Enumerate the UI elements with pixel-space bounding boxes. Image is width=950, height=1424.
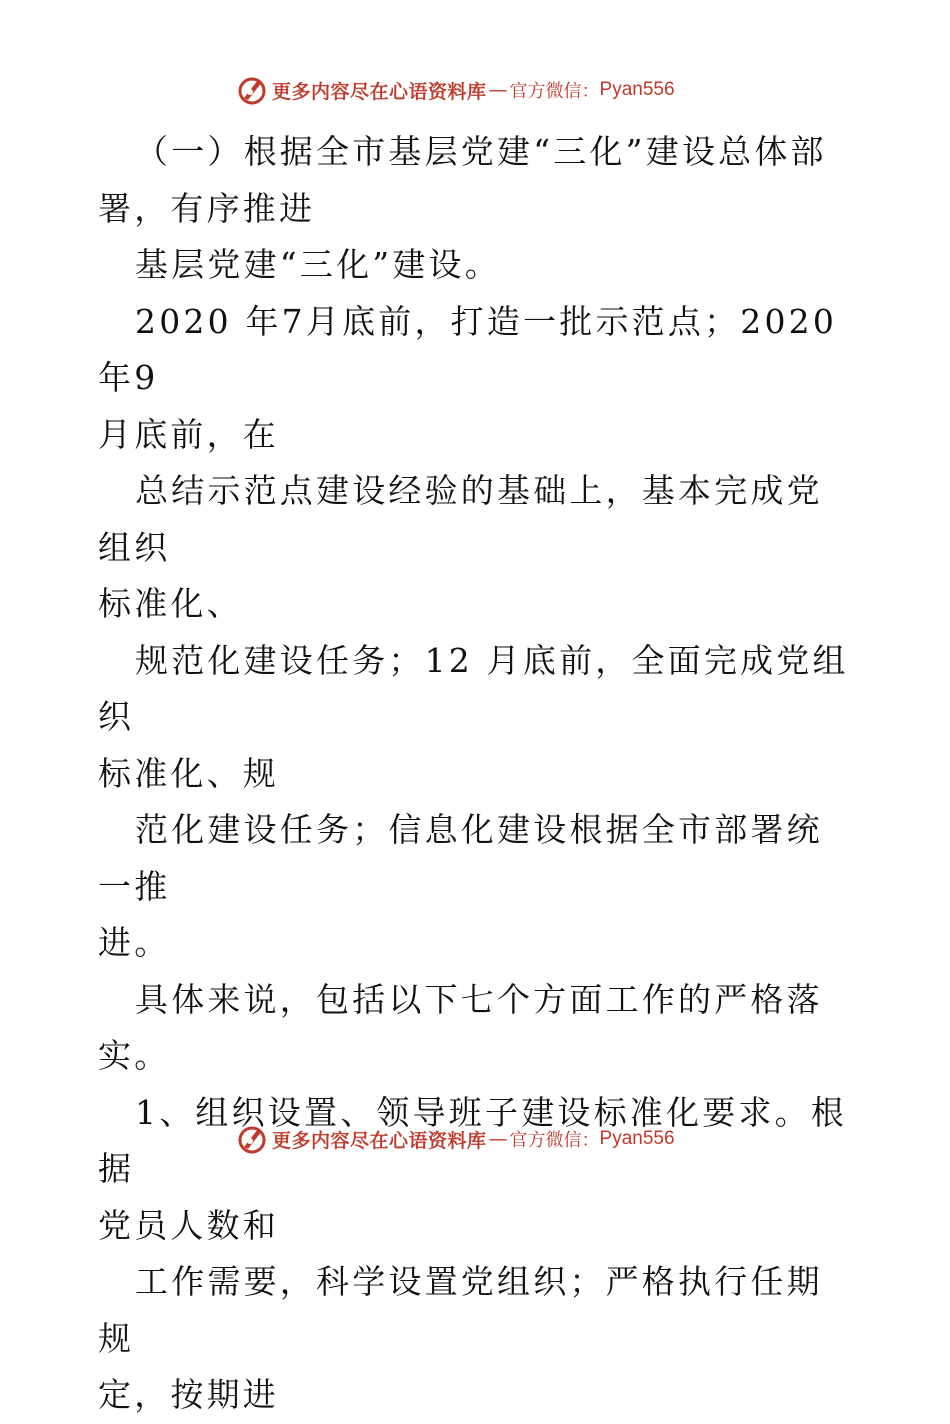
watermark-text: 更多内容尽在心语资料库 [272,80,487,103]
text-line: 规范化建设任务；12 月底前，全面完成党组织 [98,640,849,736]
text-line: 进。 [98,923,171,962]
watermark-separator: — [488,1128,508,1150]
text-line: 工作需要，科学设置党组织；严格执行任期规 [98,1262,823,1358]
paragraph-5 [98,633,858,803]
text-line: 基层党建“三化”建设。 [135,245,501,284]
paragraph-1 [98,124,858,237]
text-line: 标准化、 [98,584,243,623]
text-line: （一）根据全市基层党建“三化”建设总体部 [135,132,827,171]
text-line: 总结示范点建设经验的基础上，基本完成党组织 [98,471,823,567]
watermark-text: 更多内容尽在心语资料库 [272,1129,487,1152]
text-line: 1、组织设置、领导班子建设标准化要求。根据 [98,1092,847,1188]
watermark-wechat-id: Pyan556 [599,1128,675,1149]
text-line: 定，按期进 [98,1375,279,1414]
paragraph-7 [98,972,858,1085]
paragraph-3 [98,294,858,464]
paragraph-6 [98,802,858,972]
paragraph-8 [98,1085,858,1255]
text-line: 标准化、规 [98,753,279,793]
paragraph-4 [98,463,858,633]
document-body [98,124,858,1424]
paragraph-9 [98,1254,858,1424]
text-line: 署，有序推进 [98,188,316,228]
text-line: 具体来说，包括以下七个方面工作的严格落实。 [98,979,823,1075]
text-line: 党员人数和 [98,1205,279,1245]
text-line: 2020 年7月底前，打造一批示范点；2020 年9 [98,301,838,397]
paragraph-2 [98,237,858,294]
quill-logo-icon [236,74,268,106]
watermark-footer [236,1122,716,1156]
text-line: 月底前，在 [98,414,279,454]
watermark-wechat-label: 官方微信： [509,81,600,102]
watermark-wechat-label: 官方微信： [509,1130,600,1151]
watermark-separator: — [488,79,508,101]
text-line: 范化建设任务；信息化建设根据全市部署统一推 [98,810,823,906]
watermark-header [236,73,716,107]
quill-logo-icon [236,1123,268,1155]
watermark-wechat-id: Pyan556 [599,79,675,100]
